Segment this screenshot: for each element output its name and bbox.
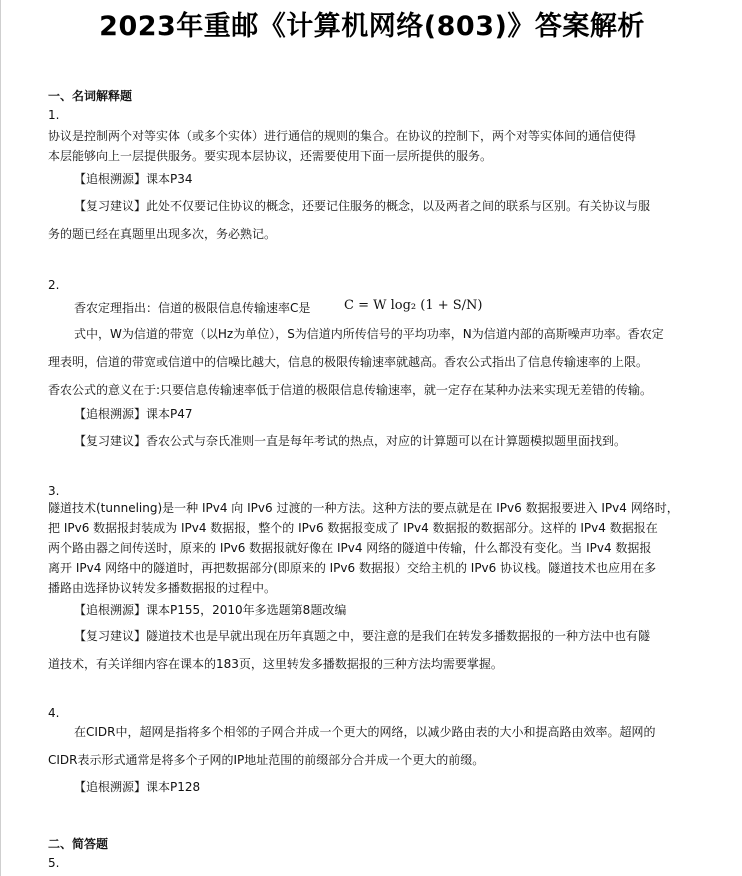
source-note-3: 【追根溯源】课本P155，2010年多选题第8题改编: [74, 603, 347, 617]
advice-note-2: 【复习建议】香农公式与奈氏准则一直是每年考试的热点，对应的计算题可以在计算题模拟题里面找到。: [74, 434, 627, 448]
advice-3-line: 【复习建议】隧道技术也是早就出现在历年真题之中，要注意的是我们在转发多播数据报的一种方法中也有隧: [74, 629, 651, 643]
shannon-formula: C = W log₂ (1 + S/N): [344, 298, 483, 313]
question-number-1: 1.: [48, 108, 60, 122]
question-number-2: 2.: [48, 278, 60, 292]
answer-2-line: 式中，W为信道的带宽（以Hz为单位），S为信道内所传信号的平均功率，N为信道内部的高斯噪声功率。香农定: [74, 327, 664, 341]
page-title: 2023年重邮《计算机网络(803)》答案解析: [99, 11, 645, 42]
answer-1-line: 协议是控制两个对等实体（或多个实体）进行通信的规则的集合。在协议的控制下，两个对等实体间的通信使得: [48, 129, 637, 143]
source-note-4: 【追根溯源】课本P128: [74, 780, 201, 794]
answer-3-line: 播路由选择协议转发多播数据报的过程中。: [48, 581, 277, 595]
answer-3-line: 把 IPv6 数据报封装成为 IPv4 数据报，整个的 IPv6 数据报变成了 IPv4 数据报的数据部分。这样的 IPv4 数据报在: [48, 521, 658, 535]
answer-3: [48, 498, 708, 598]
answer-3-line: 隧道技术(tunneling)是一种 IPv4 向 IPv6 过渡的一种方法。这种方法的要点就是在 IPv6 数据报要进入 IPv4 网络时，: [48, 501, 679, 515]
advice-3-line: 道技术，有关详细内容在课本的183页，这里转发多播数据报的三种方法均需要掌握。: [48, 657, 503, 671]
source-note-2: 【追根溯源】课本P47: [74, 407, 193, 421]
answer-4-line: CIDR表示形式通常是将多个子网的IP地址范围的前缀部分合并成一个更大的前缀。: [48, 753, 485, 767]
advice-note-1: [48, 192, 708, 248]
answer-3-line: 离开 IPv4 网络中的隧道时，再把数据部分(即原来的 IPv6 数据报）交给主机的 IPv6 协议栈。隧道技术也应用在多: [48, 561, 657, 575]
advice-1-line: 务的题已经在真题里出现多次，务必熟记。: [48, 227, 277, 241]
answer-1-line: 本层能够向上一层提供服务。要实现本层协议，还需要使用下面一层所提供的服务。: [48, 149, 493, 163]
answer-4-line: 在CIDR中，超网是指将多个相邻的子网合并成一个更大的网络，以减少路由表的大小和提高路由效率。超网的: [74, 725, 656, 739]
advice-note-3: [48, 622, 708, 678]
answer-4: [48, 718, 708, 774]
section-heading-short-answer: 二、简答题: [48, 837, 109, 851]
answer-2-line: 理表明，信道的带宽或信道中的信噪比越大，信息的极限传输速率就越高。香农公式指出了信息传输速率的上限。: [48, 355, 649, 369]
answer-2: [48, 320, 708, 404]
answer-2-line: 香农公式的意义在于:只要信息传输速率低于信道的极限信息传输速率，就一定存在某种办法来实现无差错的传输。: [48, 383, 653, 397]
answer-2-intro: 香农定理指出：信道的极限信息传输速率C是: [74, 301, 311, 315]
answer-1: [48, 126, 708, 166]
advice-1-line: 【复习建议】此处不仅要记住协议的概念，还要记住服务的概念，以及两者之间的联系与区别。有关协议与服: [74, 199, 651, 213]
answer-3-line: 两个路由器之间传送时，原来的 IPv6 数据报就好像在 IPv4 网络的隧道中传输，什么都没有变化。当 IPv4 数据报: [48, 541, 652, 555]
question-number-3: 3.: [48, 484, 60, 498]
section-heading-terms: 一、名词解释题: [48, 89, 133, 103]
question-number-5: 5.: [48, 856, 60, 870]
source-note-1: 【追根溯源】课本P34: [74, 172, 193, 186]
question-number-4: 4.: [48, 706, 60, 720]
